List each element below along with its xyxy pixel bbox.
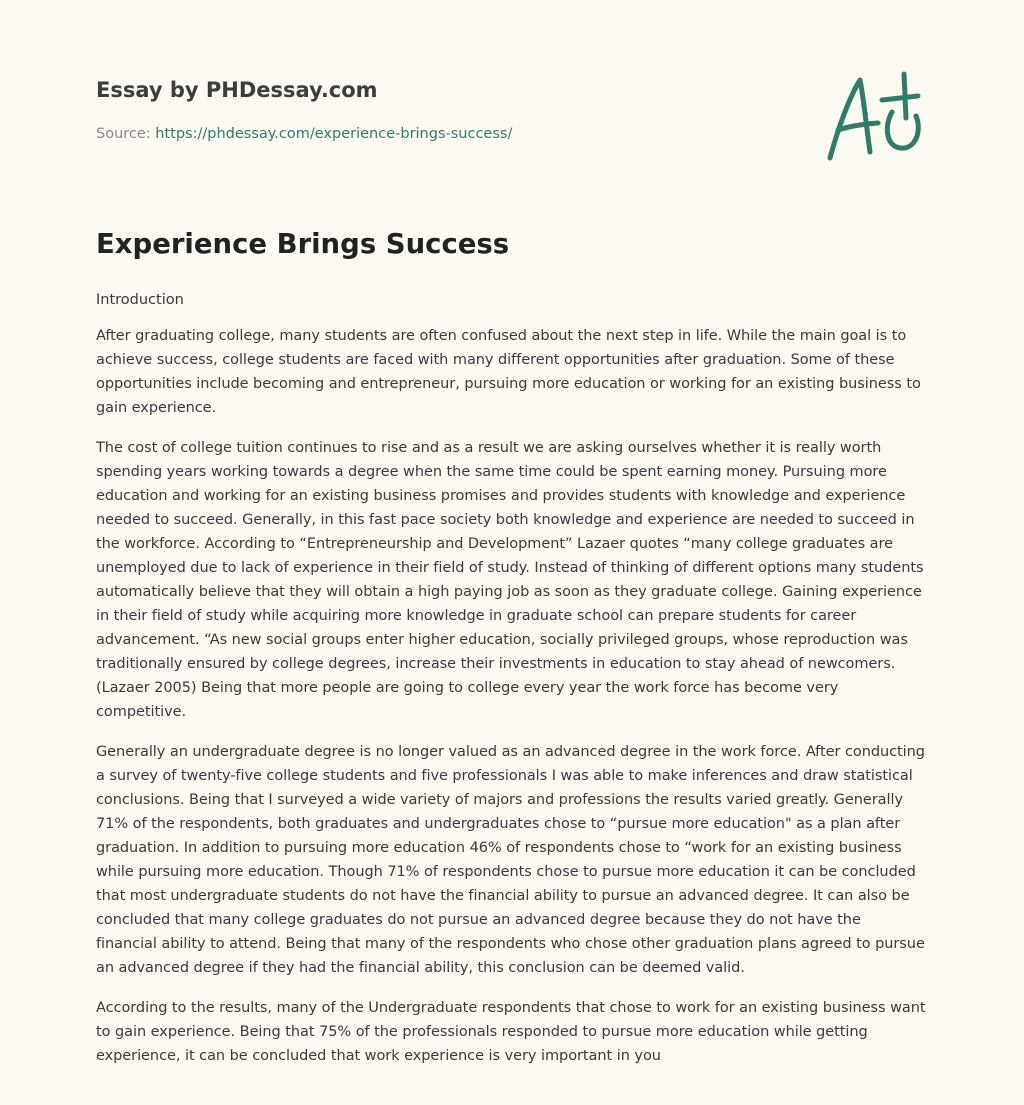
paragraph-2: The cost of college tuition continues to rise and as a result we are asking ourselves whether it is really worth spending years working towards a degree when the same time could be spent earning money. Pursuing more education and working for an existing business promises and provides students with knowledge and experience needed to succeed. Generally, in this fast pace society both knowledge and experience are needed to succeed in the workforce. According to “Entrepreneurship and Development” Lazaer quotes “many college graduates are unemployed due to lack of experience in their field of study. Instead of thinking of different options many students automatically believe that they will obtain a high paying job as soon as they graduate college. Gaining experience in their field of study while acquiring more knowledge in graduate school can prepare students for career advancement. “As new social groups enter higher education, socially privileged groups, whose reproduction was traditionally ensured by college degrees, increase their investments in education to stay ahead of newcomers. (Lazaer 2005) Being that more people are going to college every year the work force has become very competitive. — [96, 440, 924, 720]
paragraph-3: Generally an undergraduate degree is no longer valued as an advanced degree in the work force. After conducting a survey of twenty-five college students and five professionals I was able to make inferences and draw statistical conclusions. Being that I surveyed a wide variety of majors and professions the results varied greatly. Generally 71% of the respondents, both graduates and undergraduates chose to “pursue more education" as a plan after graduation. In addition to pursuing more education 46% of respondents chose to “work for an existing business while pursuing more education. Though 71% of respondents chose to pursue more education it can be concluded that most undergraduate students do not have the financial ability to pursue an advanced degree. It can also be concluded that many college graduates do not pursue an advanced degree because they do not have the financial ability to attend. Being that many of the respondents who chose other graduation plans agreed to pursue an advanced degree if they had the financial ability, this conclusion can be deemed valid. — [96, 744, 925, 976]
paragraph-4: According to the results, many of the Undergraduate respondents that chose to work for an existing business want to gain experience. Being that 75% of the professionals responded to pursue more education while getting experience, it can be concluded that work experience is very important in you — [96, 1000, 926, 1064]
source-link[interactable]: https://phdessay.com/experience-brings-success/ — [155, 126, 513, 142]
source-label: Source: — [96, 126, 156, 142]
page-title: Experience Brings Success — [96, 228, 510, 260]
brand-title: Essay by PHDessay.com — [96, 78, 378, 102]
source-line — [96, 124, 796, 144]
a-plus-logo-icon — [820, 66, 930, 166]
paragraph-1: After graduating college, many students are often confused about the next step in life. While the main goal is to achieve success, college students are faced with many different opportunities after graduation. Some of these opportunities include becoming and entrepreneur, pursuing more education or working for an existing business to gain experience. — [96, 328, 921, 416]
essay-body — [96, 226, 926, 1083]
section-heading: Introduction — [96, 292, 184, 308]
essay-header — [96, 76, 796, 144]
